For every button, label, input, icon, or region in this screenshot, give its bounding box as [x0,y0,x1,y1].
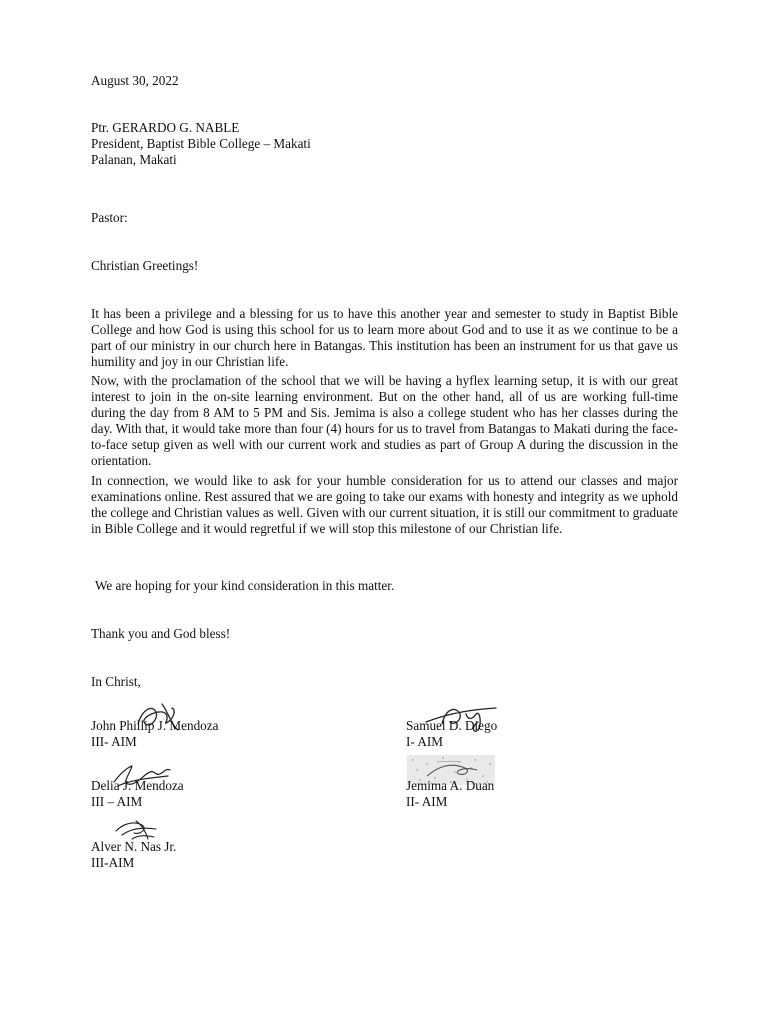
closing: In Christ, [91,674,141,689]
greeting: Christian Greetings! [91,258,199,273]
signatory-name: Jemima A. Duan [406,778,495,793]
recipient-title: President, Baptist Bible College – Makati [91,136,311,151]
thanks-line: Thank you and God bless! [91,626,231,641]
body-paragraph-3: In connection, we would like to ask for your humble consideration for us to attend our classes and major examinations online. Rest assured that we are going to take our exams with honesty and integrity as we uphold the college and Christian values as well. Given with our current situation, it is still our commitment to graduate in Bible College and it would regretful if we will stop this milestone of our Christian life. [91,473,678,536]
salutation: Pastor: [91,210,128,225]
signatory-name: Alver N. Nas Jr. [91,839,177,854]
signatory-level: I- AIM [406,734,443,749]
signatory-level: III-AIM [91,855,135,870]
signatory-level: II- AIM [406,794,448,809]
hope-line: We are hoping for your kind consideration in this matter. [95,578,395,593]
signatory-name: John Phillip J. Mendoza [91,718,219,733]
signatory-name: Delia J. Mendoza [91,778,184,793]
recipient-name: Ptr. GERARDO G. NABLE [91,120,240,135]
signatory-level: III – AIM [91,794,143,809]
body-paragraph-2: Now, with the proclamation of the school that we will be having a hyflex learning setup, it is with our great interest to join in the on-site learning environment. But on the other hand, all of us are working full-time during the day from 8 AM to 5 PM and Sis. Jemima is also a college student who has her classes during the day. With that, it would take more than four (4) hours for us to travel from Batangas to Makati during the face-to-face setup given as well with our current work and studies as part of Group A during the discussion in the orientation. [91,373,678,468]
body-paragraph-1: It has been a privilege and a blessing for us to have this another year and semester to study in Baptist Bible College and how God is using this school for us to learn more about God and to use it as we continue to be a part of our ministry in our church here in Batangas. This institution has been an instrument for us that gave us humility and joy in our Christian life. [91,306,678,369]
signatory-name: Samuel D. Diego [406,718,498,733]
signatory-level: III- AIM [91,734,137,749]
letter-date: August 30, 2022 [91,73,179,88]
recipient-address: Palanan, Makati [91,152,177,167]
